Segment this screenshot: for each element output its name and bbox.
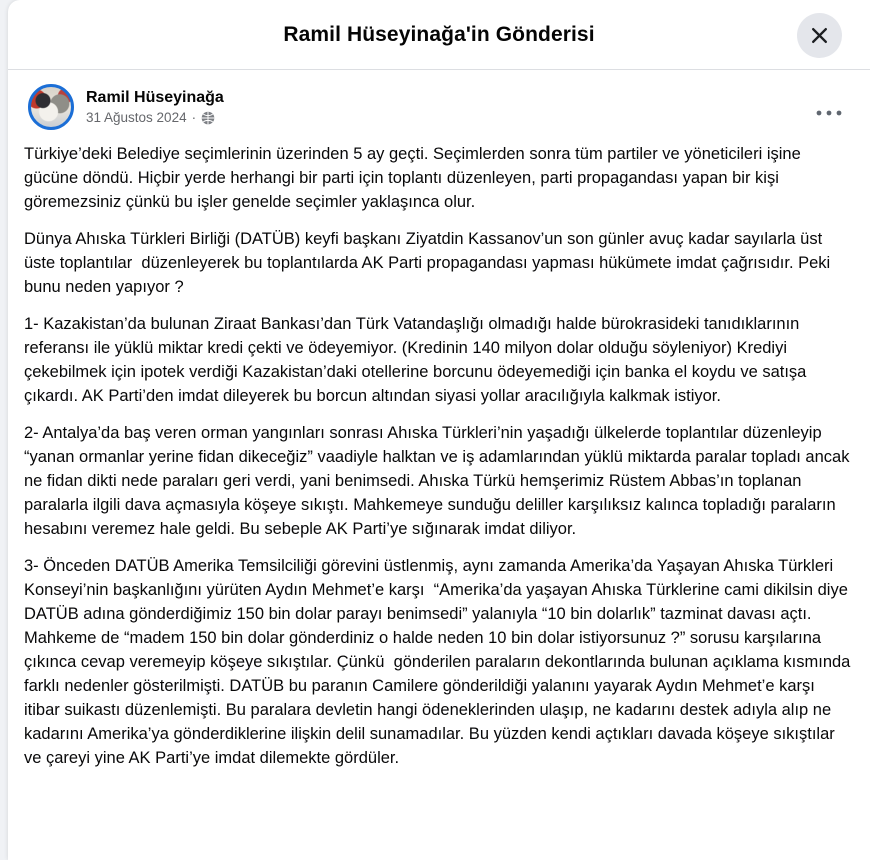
avatar[interactable]: [28, 84, 74, 130]
globe-icon: [201, 111, 215, 125]
post-meta[interactable]: [86, 110, 224, 125]
post-header: [8, 70, 870, 134]
post-paragraph: Dünya Ahıska Türkleri Birliği (DATÜB) keyfi başkanı Ziyatdin Kassanov’un son günler avuç kadar sayılarla üst üste toplantılar düzenleyerek bu toplantılarda AK Parti propagandası yapması hükümete imdat çağrısıdır. Peki bunu neden yapıyor ?: [24, 230, 835, 296]
dialog-header: [8, 0, 870, 70]
dialog-title: Ramil Hüseyinağa'in Gönderisi: [283, 22, 595, 46]
meta-separator: ·: [191, 110, 197, 126]
post-paragraph: 3- Önceden DATÜB Amerika Temsilciliği görevini üstlenmiş, aynı zamanda Amerika’da Yaşayan Ahıska Türkleri Konseyi’nin başkanlığını yürüten Aydın Mehmet’e karşı “Amerika’da yaşayan Ahıska Türklerine cami dikilsin diye DATÜB adına gönderdiğimiz 150 bin dolar parayı benimsedi” yalanıyla “10 bin dolarlık” tazminat davası açtı. Mahkeme de “madem 150 bin dolar gönderdiniz o halde neden 10 bin dolar istiyorsunuz ?” sorusu karşılarına çıkınca cevap veremeyip köşeye sıkıştılar. Çünkü gönderilen paraların dekontlarında bulunan açıklama kısmında farklı nedenler gösterilmişti. DATÜB bu paranın Camilere gönderildiği yalanını yayarak Aydın Mehmet’e karşı itibar suikastı düzenlemişti. Bu paralara devletin hangi ödeneklerinden ulaşıp, ne kadarını destek adıyla alıp ne kadarını Amerika’ya gönderdiklerine ilişkin delil sunamadılar. Bu yüzden kendi açtıkları davada köşeye sıkıştılar ve çareyi yine AK Parti’ye imdat dilemekte gördüler.: [24, 557, 855, 767]
ellipsis-icon: [816, 104, 842, 119]
post-paragraph: 2- Antalya’da baş veren orman yangınları sonrası Ahıska Türkleri’nin yaşadığı ülkelerde toplantılar düzenleyip “yanan ormanlar yerine fidan dikeceğiz” vaadiyle halktan ve iş adamlarından yüklü miktarda paralar topladı ancak ne fidan dikti nede paraları geri verdi, yani benimsedi. Ahıska Türkü hemşerimiz Rüstem Abbas’ın toplanan paralarla ilgili dava açmasıyla köşeye sıkıştı. Mahkemeye sunduğu deliller karşılıksız kalınca topladığı paraların hesabını veremez hale geldi. Bu sebeple AK Parti’ye sığınarak imdat diliyor.: [24, 424, 855, 538]
close-button[interactable]: [797, 13, 842, 58]
author-name[interactable]: Ramil Hüseyinağa: [86, 88, 224, 106]
post-date[interactable]: 31 Ağustos 2024: [86, 110, 187, 126]
post-dialog: [8, 0, 870, 860]
post-paragraph: 1- Kazakistan’da bulunan Ziraat Bankası’dan Türk Vatandaşlığı olmadığı halde bürokrasideki tanıdıklarının referansı ile yüklü miktar kredi çekti ve ödeyemiyor. (Kredinin 140 milyon dolar olduğu söyleniyor) Krediyi çekebilmek için ipotek verdiği Kazakistan’daki otellerine borcunu ödeyemediği için banka el koydu ve satışa çıkardı. AK Parti’den imdat dileyerek bu borcun altından siyasi yollar aracılığıyla kalkmak istiyor.: [24, 315, 811, 405]
close-icon: [809, 25, 830, 46]
author-block: [86, 89, 224, 125]
post-body: [8, 134, 870, 770]
post-paragraph: Türkiye’deki Belediye seçimlerinin üzerinden 5 ay geçti. Seçimlerden sonra tüm partiler ve yöneticileri işine gücüne döndü. Hiçbir yerde herhangi bir parti için toplantı düzenleyen, parti propagandası yapan bir kişi göremezsiniz çünkü bu işler genelde seçimler yaklaşınca olur.: [24, 145, 806, 211]
more-options-button[interactable]: [812, 100, 846, 123]
